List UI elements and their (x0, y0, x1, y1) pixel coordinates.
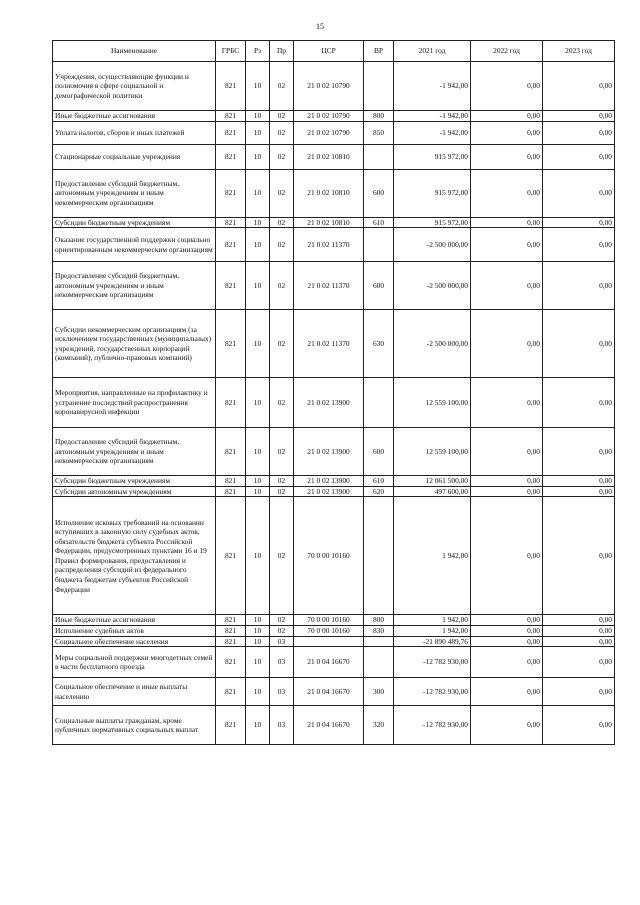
row-csr: 70 0 00 10160 (294, 615, 364, 626)
row-csr: 21 0 02 13900 (294, 378, 364, 428)
row-rz: 10 (246, 262, 270, 310)
row-vr (364, 647, 394, 678)
row-2023: 0,00 (543, 378, 615, 428)
col-header-vr: ВР (364, 41, 394, 62)
row-vr: 300 (364, 678, 394, 706)
row-pr: 02 (270, 497, 294, 615)
row-2022: 0,00 (471, 428, 543, 476)
row-2022: 0,00 (471, 476, 543, 487)
row-csr: 70 0 00 10160 (294, 497, 364, 615)
row-2021: 915 972,00 (394, 169, 471, 217)
row-2021: 12 559 100,00 (394, 428, 471, 476)
row-rz: 10 (246, 625, 270, 636)
row-csr: 70 0 00 10160 (294, 625, 364, 636)
row-grbs: 821 (216, 169, 246, 217)
row-pr: 02 (270, 217, 294, 228)
row-name: Субсидии некоммерческим организациям (за исключением государственных (муниципальных) учреждений, государственных корпораций (компаний), публично-правовых компаний) (53, 310, 216, 378)
table-row (53, 378, 615, 428)
row-2021: 497 600,00 (394, 486, 471, 497)
row-grbs: 821 (216, 647, 246, 678)
row-2022: 0,00 (471, 706, 543, 745)
row-vr: 600 (364, 428, 394, 476)
row-pr: 02 (270, 262, 294, 310)
row-name: Субсидии бюджетным учреждениям (53, 476, 216, 487)
row-vr: 600 (364, 262, 394, 310)
table-row (53, 310, 615, 378)
row-grbs: 821 (216, 111, 246, 122)
table-row (53, 262, 615, 310)
col-header-pr: Пр (270, 41, 294, 62)
row-2021: -21 890 489,76 (394, 636, 471, 647)
row-csr: 21 0 02 10790 (294, 121, 364, 144)
row-name: Предоставление субсидий бюджетным, автономным учреждениям и иным некоммерческим организациям (53, 428, 216, 476)
row-2023: 0,00 (543, 111, 615, 122)
row-rz: 10 (246, 228, 270, 262)
table-row (53, 497, 615, 615)
row-name: Иные бюджетные ассигнования (53, 111, 216, 122)
row-2021: -2 500 000,00 (394, 310, 471, 378)
row-grbs: 821 (216, 476, 246, 487)
row-name: Стационарные социальные учреждения (53, 144, 216, 169)
row-rz: 10 (246, 144, 270, 169)
row-csr (294, 636, 364, 647)
row-2022: 0,00 (471, 144, 543, 169)
col-header-2021: 2021 год (394, 41, 471, 62)
row-vr: 610 (364, 476, 394, 487)
row-2023: 0,00 (543, 144, 615, 169)
row-2023: 0,00 (543, 625, 615, 636)
row-2022: 0,00 (471, 647, 543, 678)
row-grbs: 821 (216, 636, 246, 647)
row-csr: 21 0 02 10790 (294, 62, 364, 111)
row-rz: 10 (246, 310, 270, 378)
row-2023: 0,00 (543, 636, 615, 647)
table-row (53, 428, 615, 476)
row-pr: 02 (270, 486, 294, 497)
row-csr: 21 0 02 13900 (294, 428, 364, 476)
row-vr: 800 (364, 615, 394, 626)
row-vr: 800 (364, 111, 394, 122)
row-csr: 21 0 04 16670 (294, 647, 364, 678)
table-header-row (53, 41, 615, 62)
row-rz: 10 (246, 636, 270, 647)
row-grbs: 821 (216, 144, 246, 169)
row-csr: 21 0 02 11370 (294, 228, 364, 262)
row-2023: 0,00 (543, 310, 615, 378)
row-rz: 10 (246, 476, 270, 487)
row-name: Субсидии бюджетным учреждениям (53, 217, 216, 228)
row-rz: 10 (246, 497, 270, 615)
row-vr (364, 636, 394, 647)
row-name: Оказание государственной поддержки социально ориентированным некоммерческим организациям (53, 228, 216, 262)
row-grbs: 821 (216, 378, 246, 428)
row-vr (364, 144, 394, 169)
row-name: Исполнение судебных актов (53, 625, 216, 636)
row-name: Меры социальной поддержки многодетных семей в части бесплатного проезда (53, 647, 216, 678)
row-name: Учреждения, осуществляющие функции и полномочия в сфере социальной и демографической политики (53, 62, 216, 111)
row-csr: 21 0 02 10810 (294, 144, 364, 169)
row-csr: 21 0 02 13900 (294, 476, 364, 487)
row-grbs: 821 (216, 62, 246, 111)
row-2022: 0,00 (471, 497, 543, 615)
row-grbs: 821 (216, 678, 246, 706)
row-csr: 21 0 02 10810 (294, 169, 364, 217)
row-csr: 21 0 02 11370 (294, 310, 364, 378)
row-2023: 0,00 (543, 497, 615, 615)
row-2023: 0,00 (543, 121, 615, 144)
row-vr: 830 (364, 625, 394, 636)
row-2022: 0,00 (471, 625, 543, 636)
row-pr: 02 (270, 144, 294, 169)
row-grbs: 821 (216, 486, 246, 497)
table-row (53, 144, 615, 169)
row-vr (364, 378, 394, 428)
row-2022: 0,00 (471, 111, 543, 122)
row-name: Социальные выплаты гражданам, кроме публичных нормативных социальных выплат (53, 706, 216, 745)
row-2021: -12 782 930,00 (394, 706, 471, 745)
row-grbs: 821 (216, 497, 246, 615)
row-2022: 0,00 (471, 636, 543, 647)
row-vr (364, 228, 394, 262)
row-name: Предоставление субсидий бюджетным, автономным учреждениям и иным некоммерческим организациям (53, 262, 216, 310)
row-rz: 10 (246, 486, 270, 497)
row-2021: -12 782 930,00 (394, 647, 471, 678)
row-2021: -2 500 000,00 (394, 262, 471, 310)
row-vr (364, 62, 394, 111)
row-grbs: 821 (216, 310, 246, 378)
col-header-2022: 2022 год (471, 41, 543, 62)
row-name: Субсидии автономным учреждениям (53, 486, 216, 497)
row-2023: 0,00 (543, 647, 615, 678)
row-pr: 03 (270, 636, 294, 647)
row-csr: 21 0 02 13900 (294, 486, 364, 497)
row-2023: 0,00 (543, 486, 615, 497)
col-header-2023: 2023 год (543, 41, 615, 62)
row-grbs: 821 (216, 217, 246, 228)
row-2021: 1 942,00 (394, 615, 471, 626)
row-grbs: 821 (216, 228, 246, 262)
row-name: Социальное обеспечение населения (53, 636, 216, 647)
row-pr: 02 (270, 111, 294, 122)
row-2022: 0,00 (471, 486, 543, 497)
row-grbs: 821 (216, 428, 246, 476)
row-grbs: 821 (216, 262, 246, 310)
row-pr: 02 (270, 228, 294, 262)
row-2023: 0,00 (543, 476, 615, 487)
table-row (53, 678, 615, 706)
row-2023: 0,00 (543, 169, 615, 217)
row-rz: 10 (246, 428, 270, 476)
row-pr: 03 (270, 706, 294, 745)
row-2023: 0,00 (543, 217, 615, 228)
row-2023: 0,00 (543, 228, 615, 262)
page-number: 15 (316, 22, 324, 31)
row-rz: 10 (246, 678, 270, 706)
row-2022: 0,00 (471, 310, 543, 378)
row-csr: 21 0 02 10790 (294, 111, 364, 122)
row-vr: 320 (364, 706, 394, 745)
row-pr: 02 (270, 615, 294, 626)
row-grbs: 821 (216, 121, 246, 144)
row-rz: 10 (246, 378, 270, 428)
row-csr: 21 0 04 16670 (294, 678, 364, 706)
row-name: Предоставление субсидий бюджетным, автономным учреждениям и иным некоммерческим организациям (53, 169, 216, 217)
row-2022: 0,00 (471, 217, 543, 228)
col-header-name: Наименование (53, 41, 216, 62)
budget-table (52, 40, 615, 745)
row-2023: 0,00 (543, 428, 615, 476)
row-vr: 850 (364, 121, 394, 144)
col-header-csr: ЦСР (294, 41, 364, 62)
table-row (53, 625, 615, 636)
row-2021: 915 972,00 (394, 144, 471, 169)
table-row (53, 228, 615, 262)
row-2021: 1 942,00 (394, 625, 471, 636)
row-rz: 10 (246, 62, 270, 111)
row-name: Уплата налогов, сборов и иных платежей (53, 121, 216, 144)
row-vr: 630 (364, 310, 394, 378)
row-pr: 02 (270, 625, 294, 636)
table-row (53, 217, 615, 228)
row-pr: 03 (270, 647, 294, 678)
row-2021: 915 972,00 (394, 217, 471, 228)
table-row (53, 111, 615, 122)
row-2021: -1 942,00 (394, 121, 471, 144)
row-pr: 02 (270, 121, 294, 144)
row-name: Социальное обеспечение и иные выплаты населению (53, 678, 216, 706)
row-vr (364, 497, 394, 615)
row-pr: 03 (270, 678, 294, 706)
row-2022: 0,00 (471, 62, 543, 111)
col-header-grbs: ГРБС (216, 41, 246, 62)
row-2022: 0,00 (471, 121, 543, 144)
row-rz: 10 (246, 647, 270, 678)
table-row (53, 706, 615, 745)
row-grbs: 821 (216, 706, 246, 745)
row-name: Иные бюджетные ассигнования (53, 615, 216, 626)
table-row (53, 62, 615, 111)
row-rz: 10 (246, 615, 270, 626)
row-name: Исполнение исковых требований на основании вступивших в законную силу судебных актов, обязательств бюджета субъекта Российской Федерации, предусмотренных пунктами 16 и 19 Правил формирования, предоставления и распределения субсидий из федерального бюджета бюджетам субъектов Российской Федерации (53, 497, 216, 615)
table-row (53, 647, 615, 678)
row-2022: 0,00 (471, 228, 543, 262)
table-row (53, 486, 615, 497)
row-rz: 10 (246, 217, 270, 228)
row-csr: 21 0 02 10810 (294, 217, 364, 228)
row-name: Мероприятия, направленные на профилактику и устранение последствий распространения коронавирусной инфекции (53, 378, 216, 428)
row-vr: 620 (364, 486, 394, 497)
row-2021: 12 559 100,00 (394, 378, 471, 428)
row-2022: 0,00 (471, 169, 543, 217)
table-row (53, 476, 615, 487)
row-rz: 10 (246, 169, 270, 217)
row-2023: 0,00 (543, 262, 615, 310)
row-2023: 0,00 (543, 706, 615, 745)
table-row (53, 121, 615, 144)
row-2021: -1 942,00 (394, 111, 471, 122)
row-pr: 02 (270, 428, 294, 476)
row-2021: -2 500 000,00 (394, 228, 471, 262)
table-row (53, 615, 615, 626)
row-pr: 02 (270, 310, 294, 378)
row-2022: 0,00 (471, 678, 543, 706)
row-2021: 1 942,00 (394, 497, 471, 615)
table-row (53, 169, 615, 217)
row-pr: 02 (270, 169, 294, 217)
row-pr: 02 (270, 476, 294, 487)
row-2021: 12 061 500,00 (394, 476, 471, 487)
row-2022: 0,00 (471, 262, 543, 310)
row-2021: -1 942,00 (394, 62, 471, 111)
row-2023: 0,00 (543, 615, 615, 626)
row-2023: 0,00 (543, 62, 615, 111)
row-csr: 21 0 04 16670 (294, 706, 364, 745)
row-vr: 600 (364, 169, 394, 217)
row-pr: 02 (270, 62, 294, 111)
row-grbs: 821 (216, 625, 246, 636)
row-grbs: 821 (216, 615, 246, 626)
table-row (53, 636, 615, 647)
row-csr: 21 0 02 11370 (294, 262, 364, 310)
row-2022: 0,00 (471, 615, 543, 626)
row-vr: 610 (364, 217, 394, 228)
row-rz: 10 (246, 121, 270, 144)
row-rz: 10 (246, 706, 270, 745)
row-pr: 02 (270, 378, 294, 428)
row-rz: 10 (246, 111, 270, 122)
row-2023: 0,00 (543, 678, 615, 706)
row-2021: -12 782 930,00 (394, 678, 471, 706)
row-2022: 0,00 (471, 378, 543, 428)
col-header-rz: Рз (246, 41, 270, 62)
